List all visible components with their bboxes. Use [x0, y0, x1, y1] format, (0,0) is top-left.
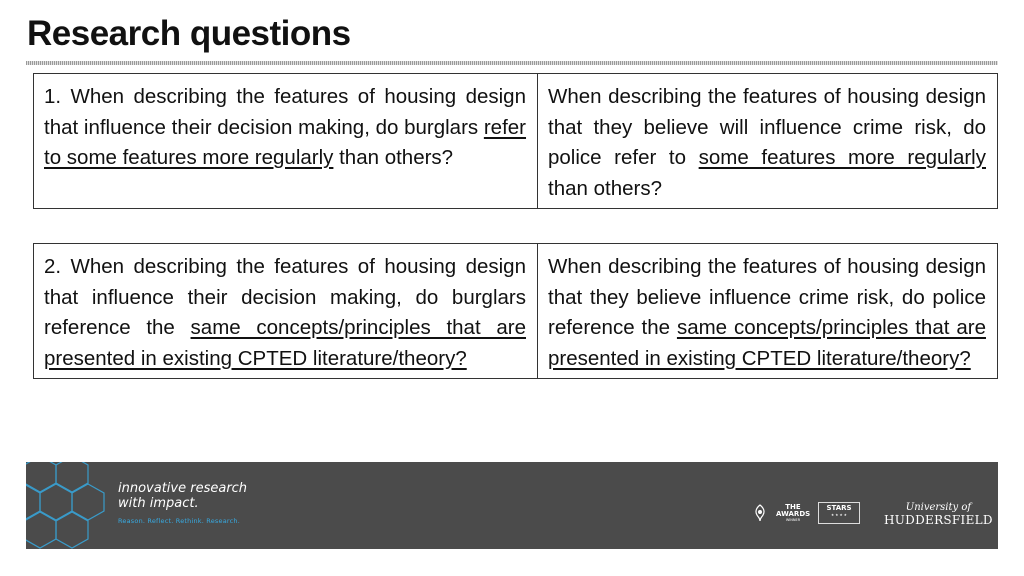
awards-logo [776, 504, 810, 522]
question-text: 1. When describing the features of housing design that influence their decision making, do burglars [44, 85, 526, 139]
tagline-subtitle: Reason. Reflect. Rethink. Research. [118, 517, 240, 525]
table-row [34, 74, 998, 209]
stars-logo-text: STARS [826, 504, 852, 512]
table-row [34, 244, 998, 379]
hexagon-pattern-icon [26, 462, 116, 549]
university-logo [884, 502, 993, 527]
awards-logo-text: THE AWARDS [776, 503, 811, 518]
underlined-phrase: refer to some features more regularly [44, 115, 527, 169]
footer-banner [26, 462, 998, 549]
award-logos [752, 502, 860, 524]
question-text-end: than others? [548, 176, 662, 200]
research-question-table-1 [33, 73, 998, 209]
seal-icon [752, 504, 768, 522]
question-text: When describing the features of housing design that they believe influence crime risk, do police reference the [548, 255, 986, 339]
university-name: HUDDERSFIELD [884, 513, 993, 527]
university-of-text: University of [905, 502, 972, 513]
question-text: When describing the features of housing design that they believe will influence crime risk, do police refer to [548, 85, 986, 169]
underlined-phrase: same concepts/principles that are presented in existing CPTED literature/theory? [44, 316, 526, 370]
question-1-burglars-cell [34, 74, 538, 209]
underlined-phrase: same concepts/principles that are presented in existing CPTED literature/theory? [548, 316, 986, 370]
question-2-police-cell [538, 244, 998, 379]
title-divider [26, 61, 998, 65]
research-question-table-2 [33, 243, 998, 379]
underlined-phrase: some features more regularly [698, 146, 986, 169]
question-text: 2. When describing the features of housing design that influence their decision making, do burglars reference the [44, 255, 526, 339]
question-2-burglars-cell [34, 244, 538, 379]
page-title: Research questions [27, 14, 351, 53]
tagline: innovative research with impact. [118, 481, 248, 511]
question-1-police-cell [538, 74, 998, 209]
awards-logo-sub: WINNER [785, 518, 801, 522]
question-text-end: than others? [333, 146, 454, 169]
stars-logo: STARS ★ ★ ★ ★ [818, 502, 860, 524]
